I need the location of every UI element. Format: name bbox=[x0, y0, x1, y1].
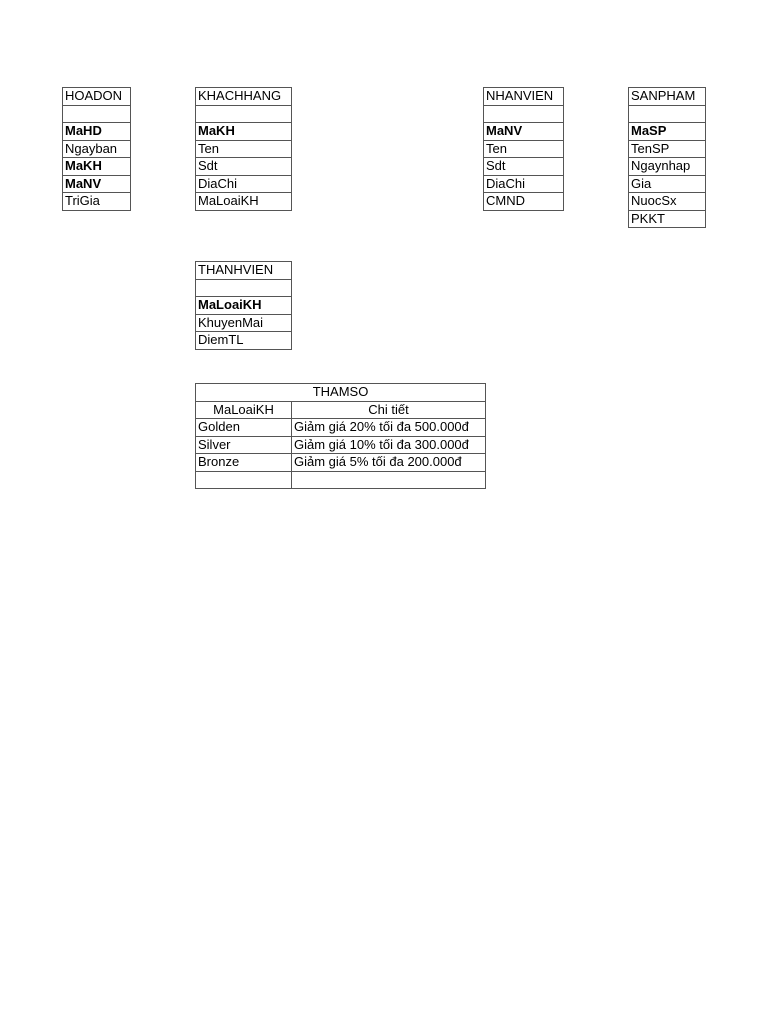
table-title[interactable]: THANHVIEN bbox=[196, 262, 292, 280]
sanpham-table bbox=[628, 87, 706, 228]
field-cell[interactable]: CMND bbox=[484, 193, 564, 211]
hoadon-table bbox=[62, 87, 131, 211]
chi-tiet-cell[interactable]: Giảm giá 10% tối đa 300.000đ bbox=[292, 436, 486, 454]
table-row bbox=[196, 471, 486, 489]
khachhang-table bbox=[195, 87, 292, 211]
field-cell[interactable]: DiaChi bbox=[196, 175, 292, 193]
maloaikh-cell[interactable]: Bronze bbox=[196, 454, 292, 472]
table-row bbox=[196, 436, 486, 454]
field-cell[interactable]: Ten bbox=[484, 140, 564, 158]
field-cell[interactable]: Ngayban bbox=[63, 140, 131, 158]
maloaikh-cell[interactable]: Silver bbox=[196, 436, 292, 454]
foreign-key-field[interactable]: MaKH bbox=[63, 158, 131, 176]
table-row bbox=[196, 454, 486, 472]
field-cell[interactable]: Ten bbox=[196, 140, 292, 158]
field-cell[interactable]: NuocSx bbox=[629, 193, 706, 211]
thamso-table bbox=[195, 383, 486, 489]
primary-key-field[interactable]: MaSP bbox=[629, 123, 706, 141]
table-title[interactable]: KHACHHANG bbox=[196, 88, 292, 106]
field-cell[interactable]: MaLoaiKH bbox=[196, 193, 292, 211]
empty-cell[interactable] bbox=[629, 105, 706, 123]
field-cell[interactable]: DiemTL bbox=[196, 332, 292, 350]
field-cell[interactable]: TriGia bbox=[63, 193, 131, 211]
table-row bbox=[196, 419, 486, 437]
primary-key-field[interactable]: MaNV bbox=[484, 123, 564, 141]
primary-key-field[interactable]: MaKH bbox=[196, 123, 292, 141]
field-cell[interactable]: DiaChi bbox=[484, 175, 564, 193]
nhanvien-table bbox=[483, 87, 564, 211]
empty-cell[interactable] bbox=[196, 105, 292, 123]
table-title[interactable]: SANPHAM bbox=[629, 88, 706, 106]
field-cell[interactable]: TenSP bbox=[629, 140, 706, 158]
column-header-maloaikh[interactable]: MaLoaiKH bbox=[196, 401, 292, 419]
field-cell[interactable]: Sdt bbox=[196, 158, 292, 176]
chi-tiet-cell[interactable]: Giảm giá 5% tối đa 200.000đ bbox=[292, 454, 486, 472]
thanhvien-table bbox=[195, 261, 292, 350]
maloaikh-cell[interactable] bbox=[196, 471, 292, 489]
field-cell[interactable]: Ngaynhap bbox=[629, 158, 706, 176]
foreign-key-field[interactable]: MaNV bbox=[63, 175, 131, 193]
table-title[interactable]: NHANVIEN bbox=[484, 88, 564, 106]
chi-tiet-cell[interactable]: Giảm giá 20% tối đa 500.000đ bbox=[292, 419, 486, 437]
column-header-chi-tiet[interactable]: Chi tiết bbox=[292, 401, 486, 419]
empty-cell[interactable] bbox=[196, 279, 292, 297]
empty-cell[interactable] bbox=[484, 105, 564, 123]
primary-key-field[interactable]: MaHD bbox=[63, 123, 131, 141]
table-title[interactable]: THAMSO bbox=[196, 384, 486, 402]
empty-cell[interactable] bbox=[63, 105, 131, 123]
field-cell[interactable]: KhuyenMai bbox=[196, 314, 292, 332]
primary-key-field[interactable]: MaLoaiKH bbox=[196, 297, 292, 315]
field-cell[interactable]: Sdt bbox=[484, 158, 564, 176]
table-title[interactable]: HOADON bbox=[63, 88, 131, 106]
maloaikh-cell[interactable]: Golden bbox=[196, 419, 292, 437]
field-cell[interactable]: Gia bbox=[629, 175, 706, 193]
chi-tiet-cell[interactable] bbox=[292, 471, 486, 489]
field-cell[interactable]: PKKT bbox=[629, 210, 706, 228]
